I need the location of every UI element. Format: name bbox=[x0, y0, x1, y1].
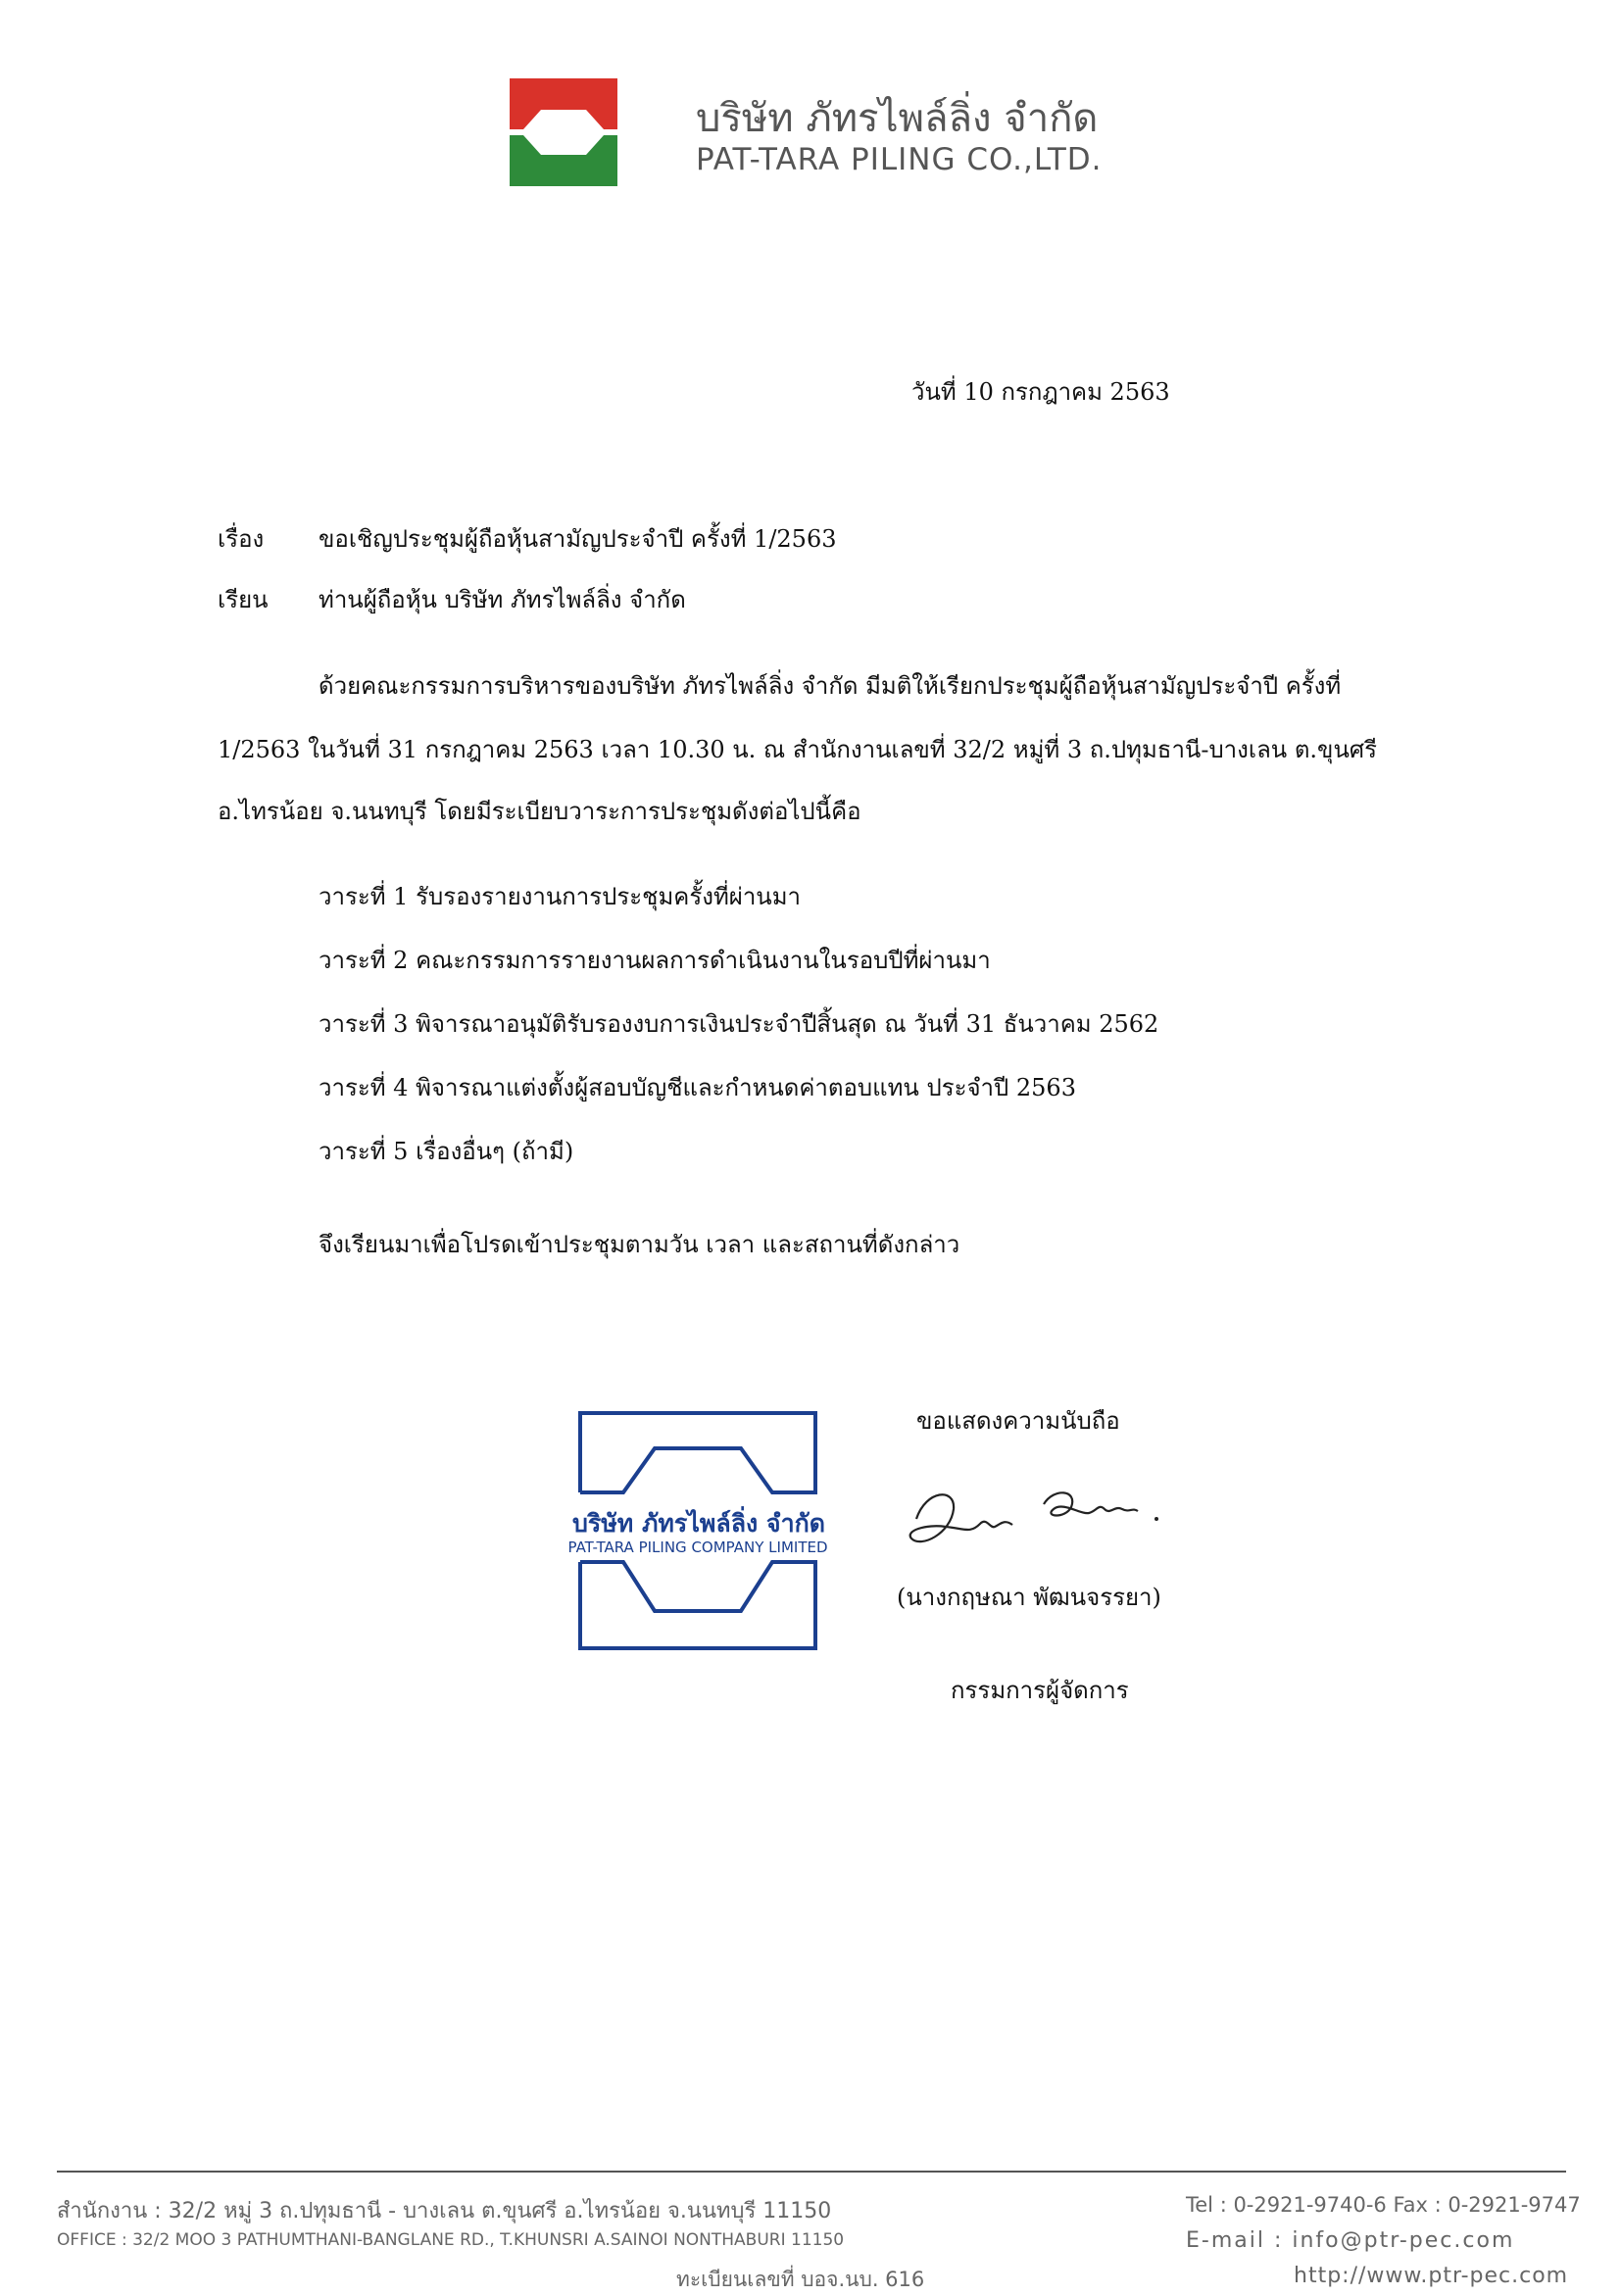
agenda-item-4: วาระที่ 4 พิจารณาแต่งตั้งผู้สอบบัญชีและกำหนดค่าตอบแทน ประจำปี 2563 bbox=[319, 1074, 1076, 1101]
company-logo bbox=[510, 78, 617, 186]
recipient-label: เรียน bbox=[218, 586, 269, 613]
signer-position: กรรมการผู้จัดการ bbox=[951, 1677, 1129, 1704]
footer-address-thai: สำนักงาน : 32/2 หมู่ 3 ถ.ปทุมธานี - บางเลน ต.ขุนศรี อ.ไทรน้อย จ.นนทบุรี 11150 bbox=[57, 2199, 832, 2223]
signer-name: (นางกฤษณา พัฒนจรรยา) bbox=[897, 1584, 1161, 1611]
company-name-english: PAT-TARA PILING CO.,LTD. bbox=[696, 142, 1103, 177]
company-name-thai: บริษัท ภัทรไพล์ลิ่ง จำกัด bbox=[696, 96, 1099, 141]
footer-website: http://www.ptr-pec.com bbox=[1294, 2264, 1569, 2288]
footer-address-english: OFFICE : 32/2 MOO 3 PATHUMTHANI-BANGLANE RD., T.KHUNSRI A.SAINOI NONTHABURI 11150 bbox=[57, 2230, 845, 2250]
footer-divider bbox=[57, 2171, 1566, 2173]
agenda-item-2: วาระที่ 2 คณะกรรมการรายงานผลการดำเนินงานในรอบปีที่ผ่านมา bbox=[319, 947, 991, 974]
stamp-name-english: PAT-TARA PILING COMPANY LIMITED bbox=[567, 1539, 828, 1556]
body-line-2: 1/2563 ในวันที่ 31 กรกฎาคม 2563 เวลา 10.30 น. ณ สำนักงานเลขที่ 32/2 หมู่ที่ 3 ถ.ปทุมธานี-บางเลน ต.ขุนศรี bbox=[218, 736, 1377, 763]
agenda-item-5: วาระที่ 5 เรื่องอื่นๆ (ถ้ามี) bbox=[319, 1138, 574, 1165]
footer-registration: ทะเบียนเลขที่ บอจ.นบ. 616 bbox=[676, 2268, 925, 2291]
stamp-name-thai: บริษัท ภัทรไพล์ลิ่ง จำกัด bbox=[571, 1509, 825, 1538]
footer-tel-fax: Tel : 0-2921-9740-6 Fax : 0-2921-9747 bbox=[1186, 2193, 1581, 2217]
recipient-value: ท่านผู้ถือหุ้น บริษัท ภัทรไพล์ลิ่ง จำกัด bbox=[319, 586, 686, 613]
subject-label: เรื่อง bbox=[218, 525, 265, 553]
letter-date: วันที่ 10 กรกฎาคม 2563 bbox=[911, 378, 1170, 406]
subject-value: ขอเชิญประชุมผู้ถือหุ้นสามัญประจำปี ครั้งที่ 1/2563 bbox=[319, 525, 837, 553]
body-line-1: ด้วยคณะกรรมการบริหารของบริษัท ภัทรไพล์ลิ่ง จำกัด มีมติให้เรียกประชุมผู้ถือหุ้นสามัญประจำปี ครั้งที่ bbox=[319, 672, 1342, 700]
agenda-item-3: วาระที่ 3 พิจารณาอนุมัติรับรองงบการเงินประจำปีสิ้นสุด ณ วันที่ 31 ธันวาคม 2562 bbox=[319, 1010, 1159, 1038]
body-line-3: อ.ไทรน้อย จ.นนทบุรี โดยมีระเบียบวาระการประชุมดังต่อไปนี้คือ bbox=[218, 798, 861, 825]
agenda-item-1: วาระที่ 1 รับรองรายงานการประชุมครั้งที่ผ่านมา bbox=[319, 883, 802, 910]
closing-salutation: ขอแสดงความนับถือ bbox=[916, 1407, 1120, 1435]
closing-request: จึงเรียนมาเพื่อโปรดเข้าประชุมตามวัน เวลา และสถานที่ดังกล่าว bbox=[319, 1231, 960, 1258]
handwritten-signature bbox=[897, 1480, 1171, 1568]
footer-email: E-mail : info@ptr-pec.com bbox=[1186, 2228, 1515, 2253]
